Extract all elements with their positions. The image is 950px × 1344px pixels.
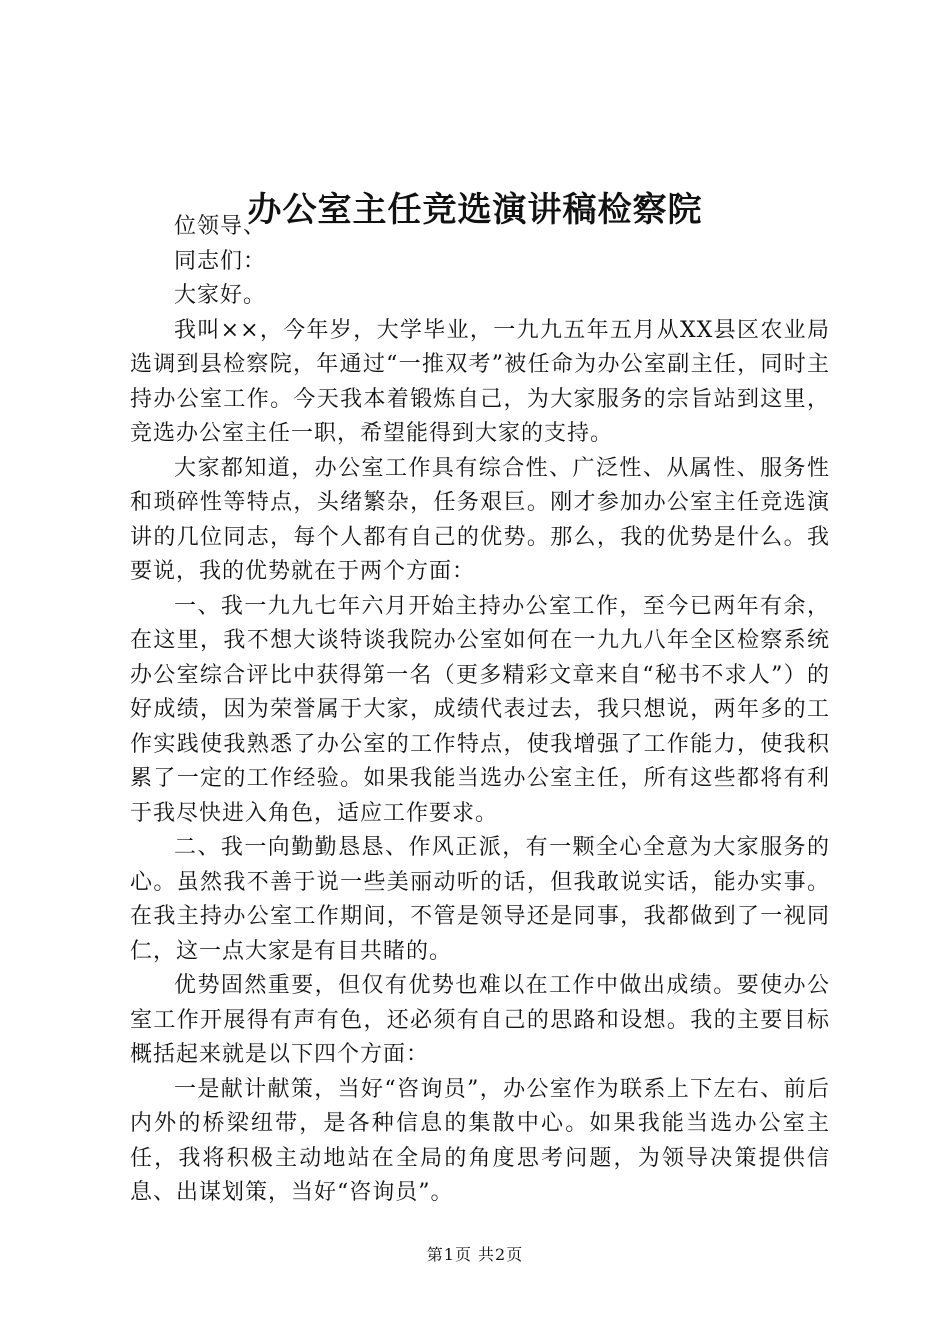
document-title: 办公室主任竞选演讲稿检察院 <box>247 190 703 230</box>
page-footer: 第1页 共2页 <box>426 1245 524 1264</box>
paragraph-goals-intro: 优势固然重要，但仅有优势也难以在工作中做出成绩。要使办公室工作开展得有声有色，还必须有自己的思路和设想。我的主要目标概括起来就是以下四个方面： <box>130 973 830 1067</box>
paragraph-goal-one: 一是献计献策，当好“咨询员”，办公室作为联系上下左右、前后内外的桥梁纽带，是各种信息的集散中心。如果我能当选办公室主任，我将积极主动地站在全局的角度思考问题，为领导决策提供信息、出谋划策，当好“咨询员”。 <box>130 1076 830 1205</box>
paragraph-advantage-two: 二、我一向勤勤恳恳、作风正派，有一颗全心全意为大家服务的心。虽然我不善于说一些美丽动听的话，但我敢说实话，能办实事。在我主持办公室工作期间，不管是领导还是同事，我都做到了一视同仁，这一点大家是有目共睹的。 <box>130 835 830 964</box>
salutation-leaders: 位领导、 <box>174 214 267 239</box>
paragraph-office-features: 大家都知道，办公室工作具有综合性、广泛性、从属性、服务性和琐碎性等特点，头绪繁杂，任务艰巨。刚才参加办公室主任竞选演讲的几位同志，每个人都有自己的优势。那么，我的优势是什么。我要说，我的优势就在于两个方面： <box>130 455 830 584</box>
document-body <box>130 210 830 1211</box>
greeting: 大家好。 <box>174 283 267 308</box>
salutation-comrades: 同志们： <box>174 248 267 274</box>
paragraph-introduction: 我叫××，今年岁，大学毕业，一九九五年五月从XX县区农业局选调到县检察院，年通过“一推双考”被任命为办公室副主任，同时主持办公室工作。今天我本着锻炼自己，为大家服务的宗旨站到这里，竞选办公室主任一职，希望能得到大家的支持。 <box>130 317 830 446</box>
paragraph-advantage-one: 一、我一九九七年六月开始主持办公室工作，至今已两年有余，在这里，我不想大谈特谈我院办公室如何在一九九八年全区检察系统办公室综合评比中获得第一名（更多精彩文章来自“秘书不求人”）的好成绩，因为荣誉属于大家，成绩代表过去，我只想说，两年多的工作实践使我熟悉了办公室的工作特点，使我增强了工作能力，使我积累了一定的工作经验。如果我能当选办公室主任，所有这些都将有利于我尽快进入角色，适应工作要求。 <box>130 593 830 826</box>
